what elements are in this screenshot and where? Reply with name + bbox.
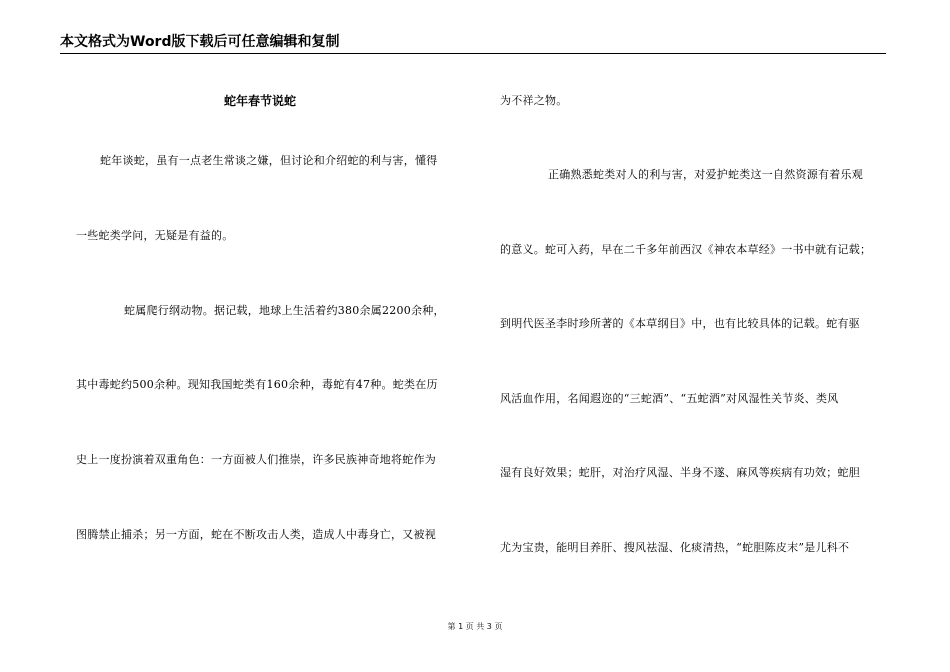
text-line: 蛇年谈蛇，虽有一点老生常谈之嫌，但讨论和介绍蛇的利与害，懂得 [100, 154, 438, 167]
text-line: 风活血作用，名闻遐迩的“三蛇酒”、“五蛇酒”对风湿性关节炎、类风 [500, 392, 839, 405]
text-line: 史上一度扮演着双重角色：一方面被人们推崇，许多民族神奇地将蛇作为 [76, 453, 436, 466]
article-title: 蛇年春节说蛇 [224, 94, 297, 108]
text-line: 其中毒蛇约500余种。现知我国蛇类有160余种，毒蛇有47种。蛇类在历 [76, 378, 438, 391]
text-line: 图腾禁止捕杀；另一方面，蛇在不断攻击人类，造成人中毒身亡，又被视 [76, 528, 436, 541]
text-line: 蛇属爬行纲动物。据记载，地球上生活着约380余属2200余种， [124, 304, 445, 317]
text-line: 一些蛇类学问，无疑是有益的。 [76, 229, 234, 242]
text-line: 到明代医圣李时珍所著的《本草纲目》中，也有比较具体的记载。蛇有驱 [500, 317, 860, 330]
left-column [76, 0, 466, 672]
text-line: 为不祥之物。 [500, 94, 568, 107]
text-line: 的意义。蛇可入药，早在二千多年前西汉《神农本草经》一书中就有记载； [500, 243, 872, 256]
header-text: 本文格式为Word版下载后可任意编辑和复制 [60, 34, 340, 50]
page-number: 第 1 页 共 3 页 [447, 622, 503, 631]
text-line: 尤为宝贵，能明目养肝、搜风祛湿、化痰清热，“蛇胆陈皮末”是儿科不 [500, 541, 850, 554]
text-line: 湿有良好效果；蛇肝，对治疗风湿、半身不遂、麻风等疾病有功效；蛇胆 [500, 466, 860, 479]
text-line: 正确熟悉蛇类对人的利与害，对爱护蛇类这一自然资源有着乐观 [548, 168, 863, 181]
right-column [500, 0, 892, 672]
